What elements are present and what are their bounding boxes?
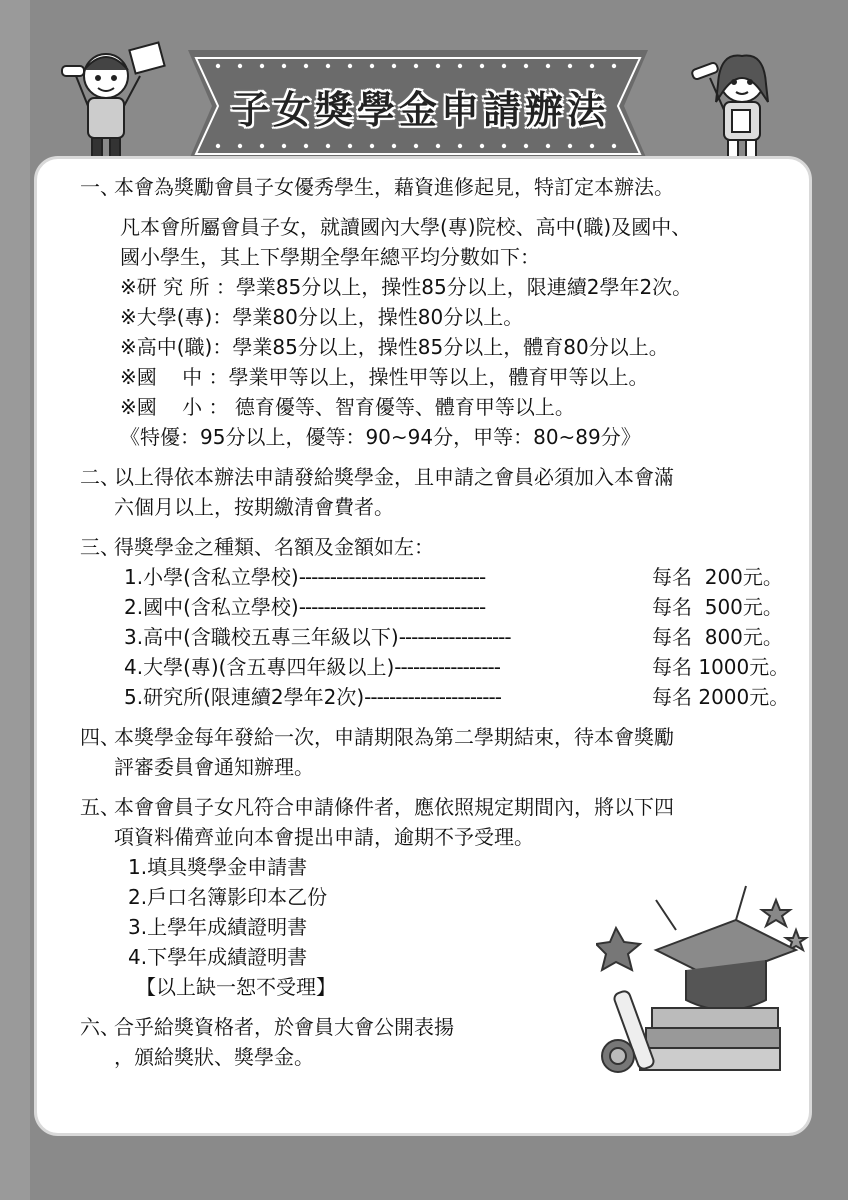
section-text: 本會為獎勵會員子女優秀學生，藉資進修起見，特訂定本辦法。 [114, 175, 674, 199]
criteria-item: ※研 究 所 ：學業85分以上，操性85分以上，限連續2學年2次。 [120, 275, 693, 299]
leader-dashes: ---------------------- [364, 685, 501, 709]
scholarship-level: 4.大學(專)(含五專四年級以上) [124, 655, 395, 679]
section-6 [80, 1012, 800, 1042]
scholarship-row [80, 682, 800, 712]
scholarship-amount: 每名 1000元。 [652, 655, 790, 679]
scholarship-level: 3.高中(含職校五專三年級以下) [124, 625, 399, 649]
section-4 [80, 722, 800, 752]
leader-dashes: ------------------ [398, 625, 511, 649]
criteria-item: ※大學(專)：學業80分以上，操性80分以上。 [120, 305, 524, 329]
section-1 [80, 172, 800, 202]
boy-graduate-illustration [58, 36, 168, 162]
scholarship-level: 2.國中(含私立學校) [124, 595, 299, 619]
section-text: 評審委員會通知辦理。 [114, 755, 314, 779]
grading-scale: 《特優：95分以上，優等：90~94分，甲等：80~89分》 [120, 425, 641, 449]
scholarship-amount: 每名 2000元。 [652, 685, 790, 709]
required-document: 2.戶口名簿影印本乙份 [128, 885, 328, 909]
page-title: 子女獎學金申請辦法 [230, 87, 609, 132]
section-number: 五、 [80, 795, 120, 819]
scholarship-level: 5.研究所(限連續2學年2次) [124, 685, 365, 709]
section-text: 六個月以上，按期繳清會費者。 [114, 495, 394, 519]
leader-dashes: ------------------------------ [298, 565, 486, 589]
criteria-item: ※高中(職)：學業85分以上，操性85分以上，體育80分以上。 [120, 335, 669, 359]
scholarship-row [80, 592, 800, 622]
scholarship-level: 1.小學(含私立學校) [124, 565, 299, 589]
scholarship-amount: 每名 800元。 [652, 625, 783, 649]
criteria-item: ※國 小 ： 德育優等、智育優等、體育甲等以上。 [120, 395, 575, 419]
section-text: 本會會員子女凡符合申請條件者，應依照規定期間內，將以下四 [114, 795, 674, 819]
eligibility-intro: 國小學生，其上下學期全學年總平均分數如下： [120, 245, 540, 269]
scholarship-amount: 每名 200元。 [652, 565, 783, 589]
required-document: 3.上學年成績證明書 [128, 915, 308, 939]
required-document: 1.填具獎學金申請書 [128, 855, 308, 879]
scholarship-row [80, 652, 800, 682]
eligibility-intro: 凡本會所屬會員子女，就讀國內大學(專)院校、高中(職)及國中、 [120, 215, 692, 239]
section-text: 合乎給獎資格者，於會員大會公開表揚 [114, 1015, 454, 1039]
leader-dashes: ------------------------------ [298, 595, 486, 619]
section-text: 項資料備齊並向本會提出申請，逾期不予受理。 [114, 825, 534, 849]
required-document: 4.下學年成績證明書 [128, 945, 308, 969]
documents-note: 【以上缺一恕不受理】 [136, 975, 336, 999]
section-3 [80, 532, 800, 562]
scholarship-amount: 每名 500元。 [652, 595, 783, 619]
section-text: 本獎學金每年發給一次，申請期限為第二學期結束，待本會獎勵 [114, 725, 674, 749]
section-number: 一、 [80, 175, 120, 199]
leader-dashes: ----------------- [394, 655, 500, 679]
section-number: 二、 [80, 465, 120, 489]
criteria-item: ※國 中 ：學業甲等以上，操性甲等以上，體育甲等以上。 [120, 365, 649, 389]
scholarship-row [80, 562, 800, 592]
section-number: 六、 [80, 1015, 120, 1039]
section-text: ，頒給獎狀、獎學金。 [114, 1045, 314, 1069]
section-2 [80, 462, 800, 492]
girl-graduate-illustration [684, 40, 794, 162]
section-5 [80, 792, 800, 822]
scholarship-row [80, 622, 800, 652]
section-number: 四、 [80, 725, 120, 749]
document-body [80, 172, 800, 1072]
section-text: 得獎學金之種類、名額及金額如左： [114, 535, 434, 559]
section-number: 三、 [80, 535, 120, 559]
section-text: 以上得依本辦法申請發給獎學金，且申請之會員必須加入本會滿 [114, 465, 674, 489]
